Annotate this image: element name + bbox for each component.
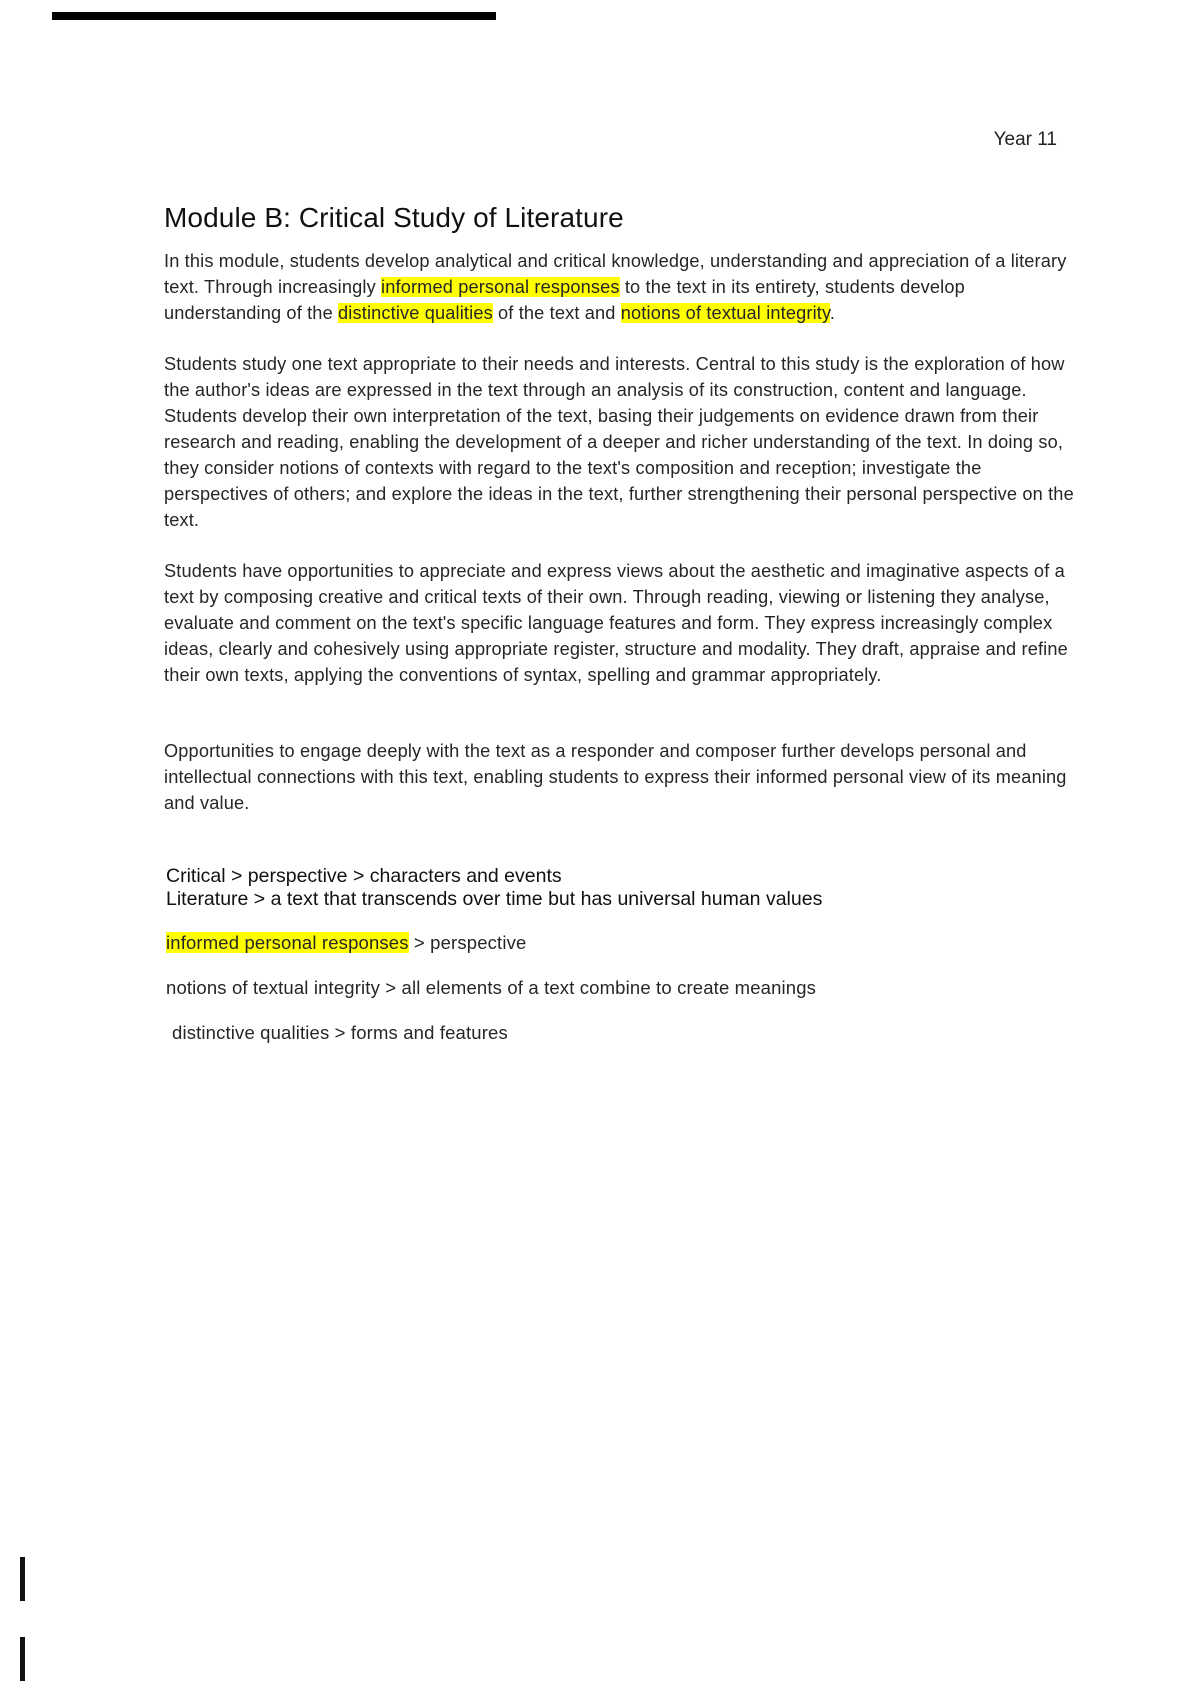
- engagement-paragraph: Opportunities to engage deeply with the text as a responder and composer further develops personal and intellectual connections with this text, enabling students to express their informed personal view of its meaning and value.: [164, 741, 1067, 813]
- year-label: Year 11: [993, 129, 1057, 150]
- highlight-notions-of-textual-integrity: notions of textual integrity: [620, 303, 830, 323]
- note-informed-highlight: informed personal responses: [166, 932, 409, 953]
- note-informed-responses: [166, 932, 1066, 954]
- opportunities-paragraph: Students have opportunities to appreciate and express views about the aesthetic and imaginative aspects of a text by composing creative and critical texts of their own. Through reading, viewing or listening they analyse, evaluate and comment on the text's specific language features and form. They express increasingly complex ideas, clearly and cohesively using appropriate register, structure and modality. They draft, appraise and refine their own texts, applying the conventions of syntax, spelling and grammar appropriately.: [164, 561, 1068, 685]
- note-distinctive-qualities: distinctive qualities > forms and features: [172, 1022, 508, 1043]
- note-critical: Critical > perspective > characters and events: [166, 865, 562, 887]
- intro-paragraph: [164, 248, 1074, 326]
- top-rule: [52, 12, 496, 20]
- intro-text-3: of the text and: [492, 303, 621, 323]
- intro-text-2: to the text in its entirety, students develop understanding of the: [164, 277, 965, 323]
- intro-text-1: In this module, students develop analytical and critical knowledge, understanding and appreciation of a literary text. Through increasingly: [164, 251, 1067, 297]
- highlight-informed-personal-responses: informed personal responses: [381, 277, 620, 297]
- intro-text-4: .: [829, 303, 836, 323]
- study-paragraph: Students study one text appropriate to their needs and interests. Central to this study is the exploration of how the author's ideas are expressed in the text through an analysis of its construction, content and language. Students develop their own interpretation of the text, basing their judgements on evidence drawn from their research and reading, enabling the development of a deeper and richer understanding of the text. In doing so, they consider notions of contexts with regard to the text's composition and reception; investigate the perspectives of others; and explore the ideas in the text, further strengthening their personal perspective on the text.: [164, 354, 1074, 530]
- note-informed-rest: > perspective: [408, 932, 527, 953]
- definition-notes: [166, 865, 1066, 911]
- highlight-distinctive-qualities: distinctive qualities: [338, 303, 493, 323]
- note-textual-integrity: notions of textual integrity > all elements of a text combine to create meanings: [166, 977, 817, 998]
- page-title: Module B: Critical Study of Literature: [164, 202, 624, 233]
- margin-bar: [20, 1637, 25, 1681]
- note-literature: Literature > a text that transcends over time but has universal human values: [166, 888, 823, 910]
- margin-bar: [20, 1557, 25, 1601]
